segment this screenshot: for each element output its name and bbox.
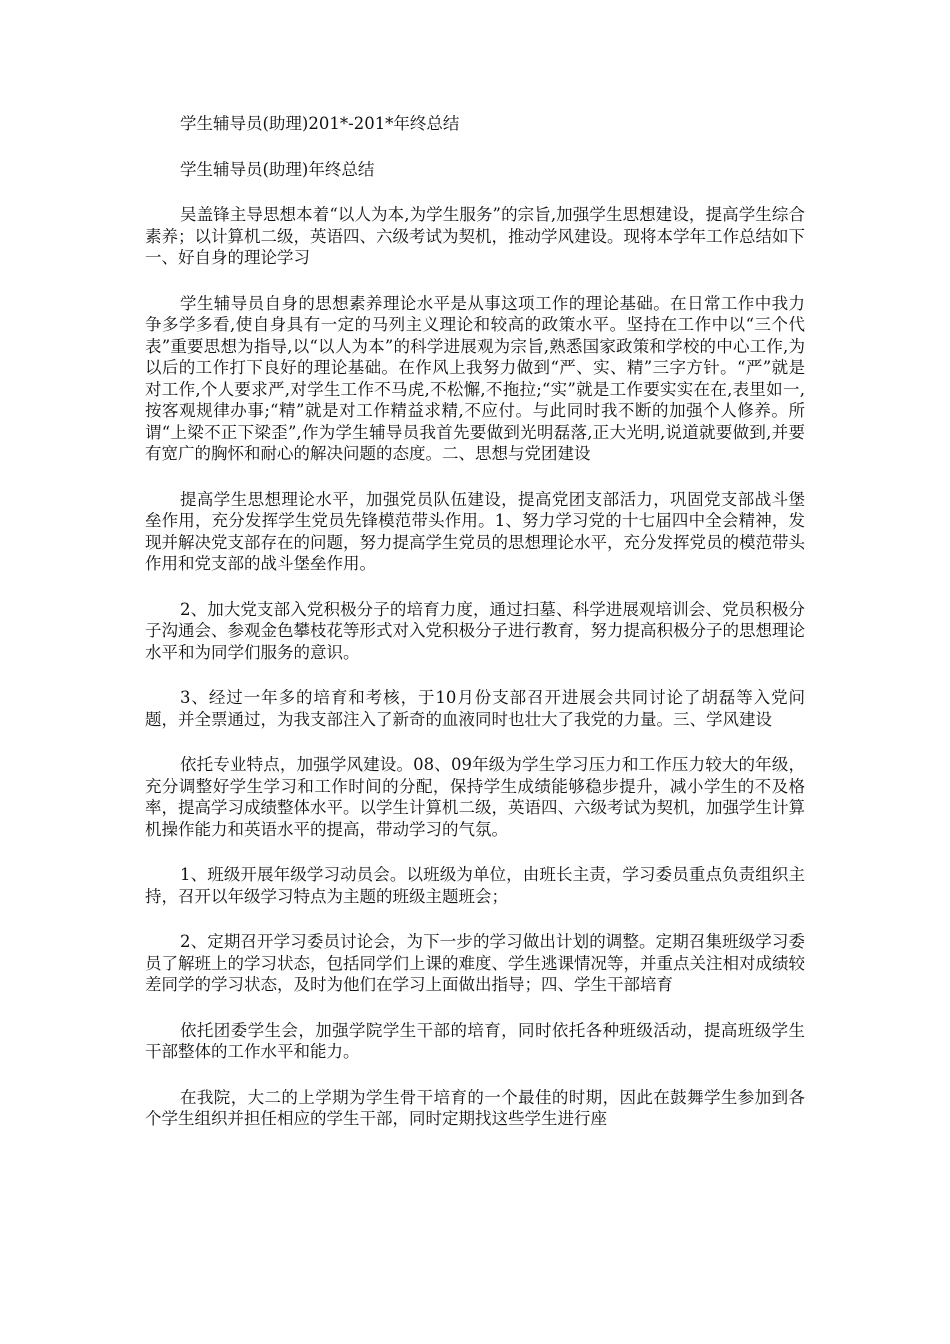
paragraph-cadre-period: 在我院，大二的上学期为学生骨干培育的一个最佳的时期，因此在鼓舞学生参加到各个学生组织并担任相应的学生干部，同时定期找这些学生进行座 — [145, 1087, 805, 1128]
paragraph-cadre-training: 依托团委学生会，加强学院学生干部的培育，同时依托各种班级活动，提高班级学生干部整体的工作水平和能力。 — [145, 1020, 805, 1061]
document-subtitle: 学生辅导员(助理)年终总结 — [180, 159, 375, 179]
paragraph-study-item-2: 2、定期召开学习委员讨论会，为下一步的学习做出计划的调整。定期召集班级学习委员了解班上的学习状态，包括同学们上课的难度、学生逃课情况等，并重点关注相对成绩较差同学的学习状态，及时为他们在学习上面做出指导；四、学生干部培育 — [145, 932, 805, 994]
paragraph-party-item-3: 3、经过一年多的培育和考核，于10月份支部召开进展会共同讨论了胡磊等入党问题，并全票通过，为我支部注入了新奇的血液同时也壮大了我党的力量。三、学风建设 — [145, 688, 805, 729]
paragraph-study-item-1: 1、班级开展年级学习动员会。以班级为单位，由班长主责，学习委员重点负责组织主持，召开以年级学习特点为主题的班级主题班会； — [145, 865, 805, 906]
paragraph-party-building: 提高学生思想理论水平，加强党员队伍建设，提高党团支部活力，巩固党支部战斗堡垒作用，充分发挥学生党员先锋模范带头作用。1、努力学习党的十七届四中全会精神，发现并解决党支部存在的问题，努力提高学生党员的思想理论水平，充分发挥党员的模范带头作用和党支部的战斗堡垒作用。 — [145, 489, 805, 573]
paragraph-party-item-2: 2、加大党支部入党积极分子的培育力度，通过扫墓、科学进展观培训会、党员积极分子沟通会、参观金色攀枝花等形式对入党积极分子进行教育，努力提高积极分子的思想理论水平和为同学们服务的意识。 — [145, 599, 805, 662]
paragraph-study-style: 依托专业特点，加强学风建设。08、09年级为学生学习压力和工作压力较大的年级，充分调整好学生学习和工作时间的分配，保持学生成绩能够稳步提升，减小学生的不及格率，提高学习成绩整体水平。以学生计算机二级，英语四、六级考试为契机，加强学生计算机操作能力和英语水平的提高，带动学习的气氛。 — [145, 755, 805, 839]
document-body — [145, 113, 805, 1154]
paragraph-intro: 吴盖锋主导思想本着“以人为本,为学生服务”的宗旨,加强学生思想建设，提高学生综合素养；以计算机二级，英语四、六级考试为契机，推动学风建设。现将本学年工作总结如下一、好自身的理论学习 — [145, 205, 805, 267]
paragraph-theory-study: 学生辅导员自身的思想素养理论水平是从事这项工作的理论基础。在日常工作中我力争多学多看,使自身具有一定的马列主义理论和较高的政策水平。坚持在工作中以“三个代表”重要思想为指导,以“以人为本”的科学进展观为宗旨,熟悉国家政策和学校的中心工作,为以后的工作打下良好的理论基础。在作风上我努力做到“严、实、精”三字方针。“严”就是对工作,个人要求严,对学生工作不马虎,不松懈,不拖拉;“实”就是工作要实实在在,表里如一,按客观规律办事;“精”就是对工作精益求精,不应付。与此同时我不断的加强个人修养。所谓“上梁不正下梁歪”,作为学生辅导员我首先要做到光明磊落,正大光明,说道就要做到,并要有宽广的胸怀和耐心的解决问题的态度。二、思想与党团建设 — [145, 293, 805, 463]
document-title: 学生辅导员(助理)201*-201*年终总结 — [180, 114, 460, 133]
